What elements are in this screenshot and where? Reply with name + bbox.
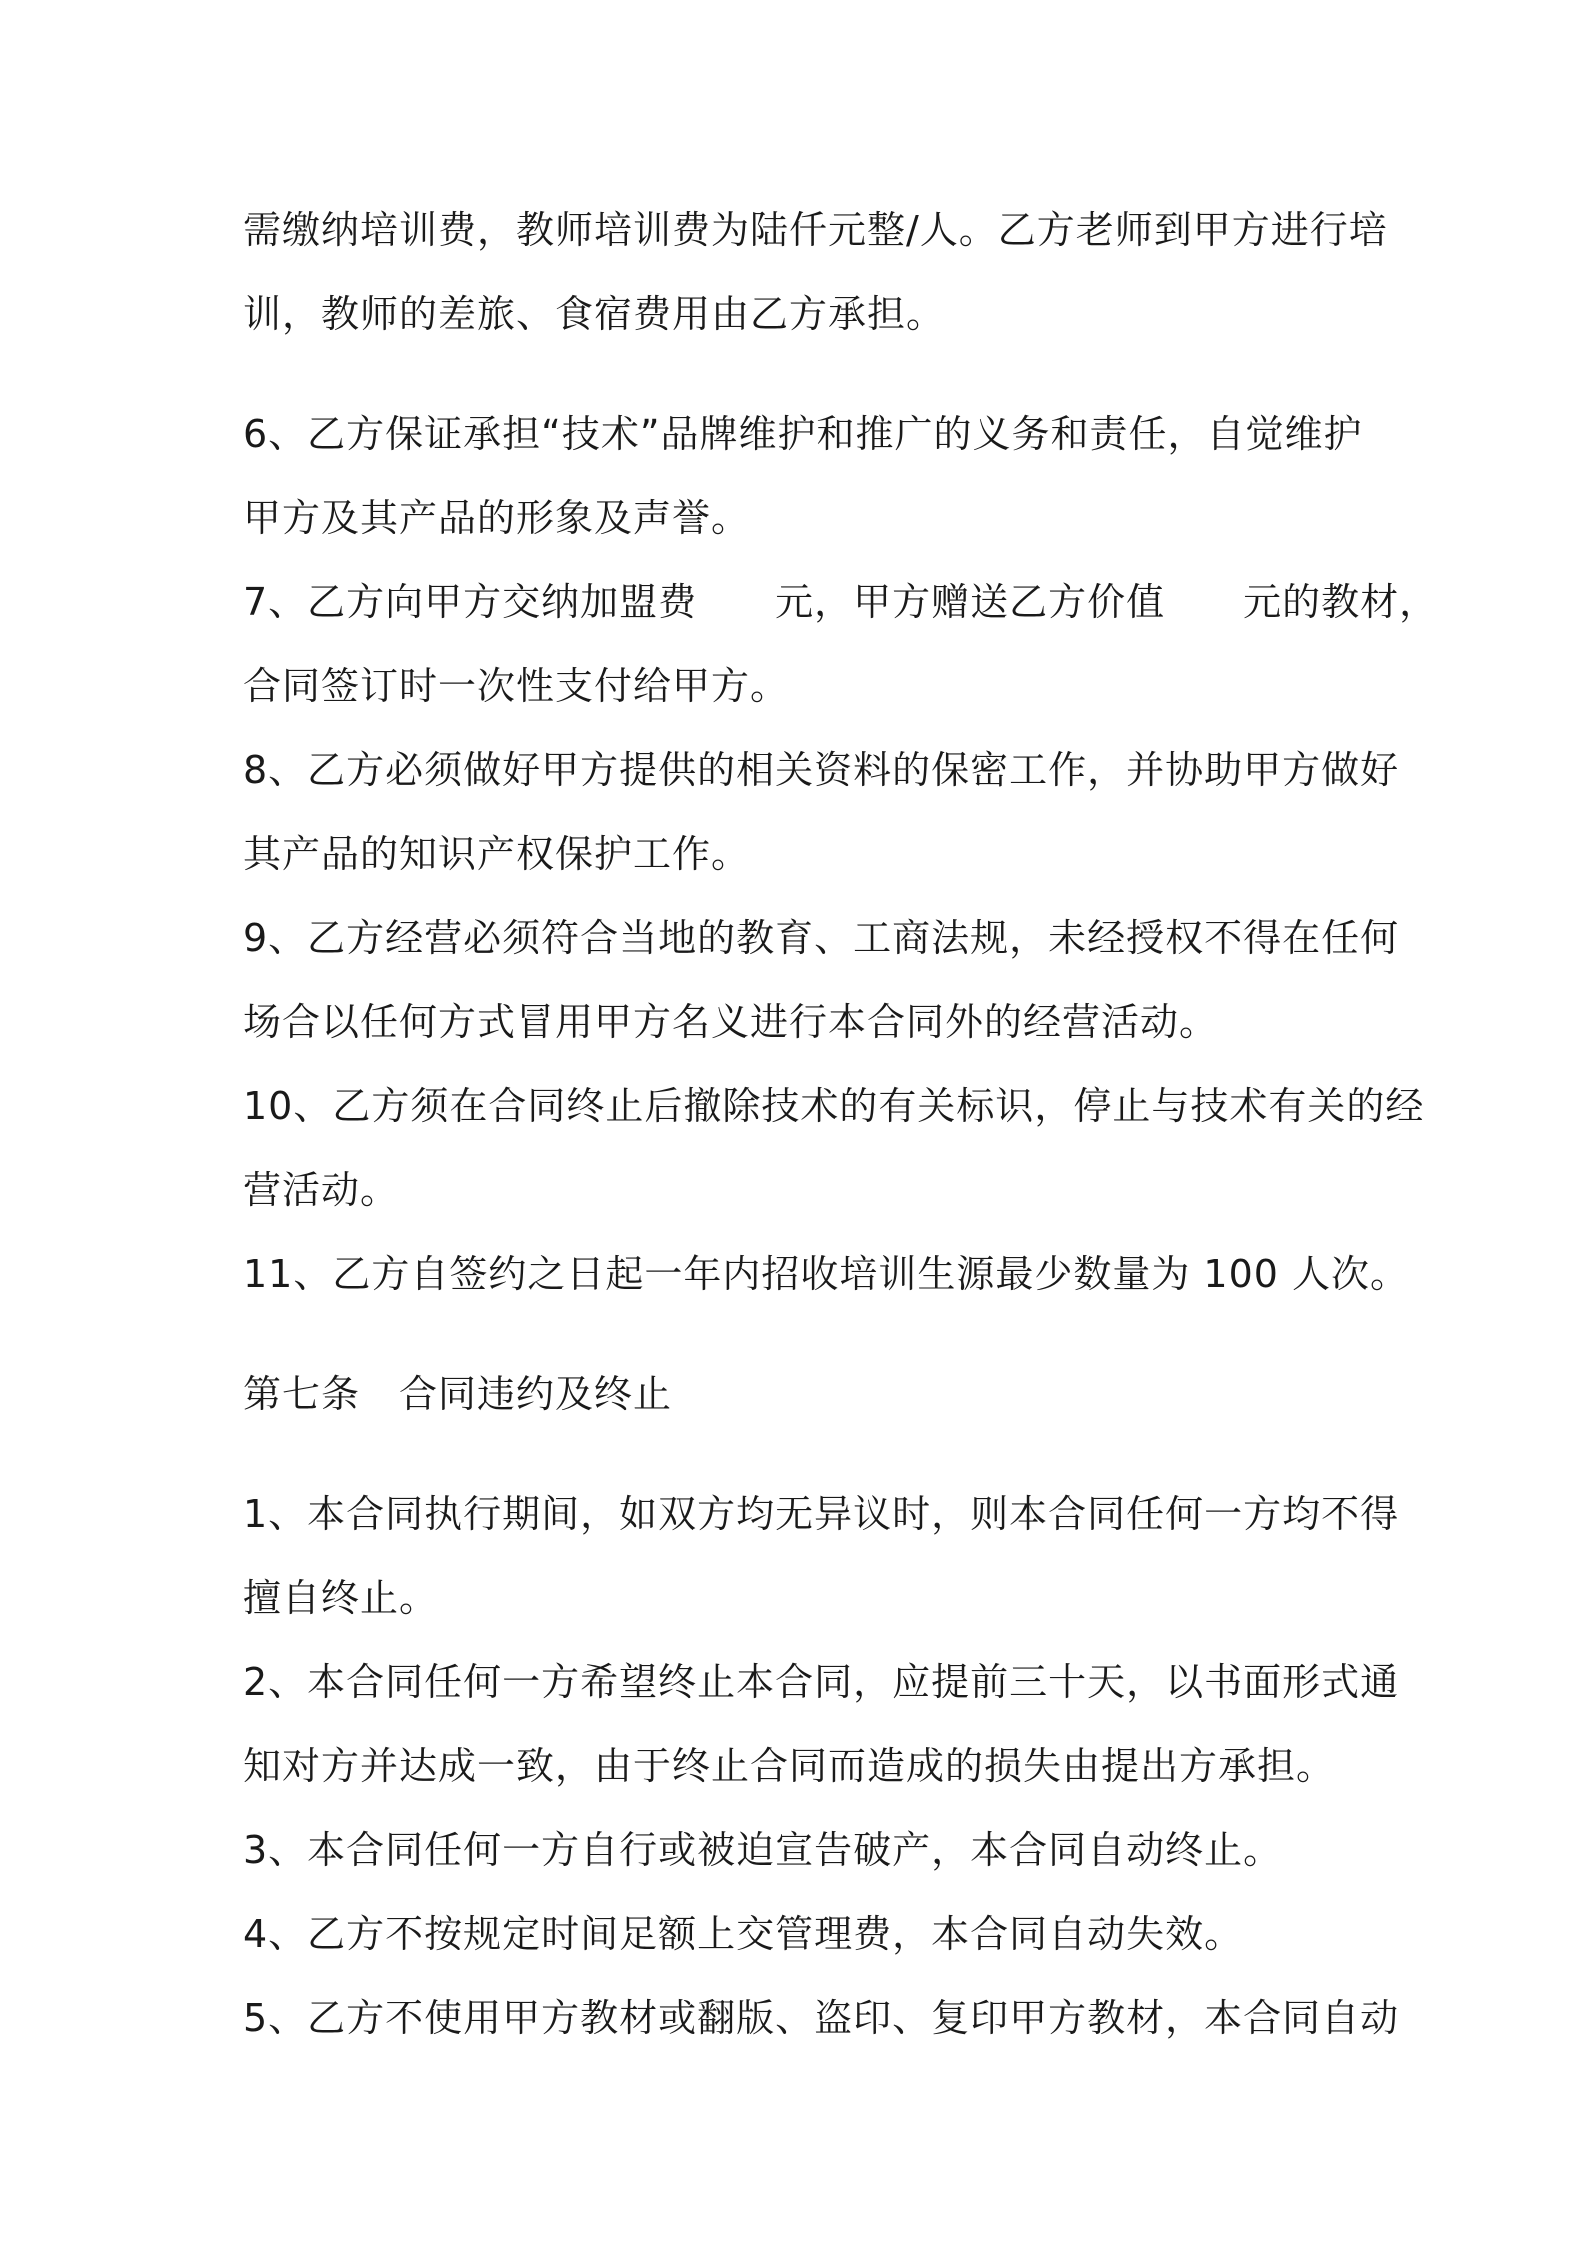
text-line: 营活动。 bbox=[243, 1168, 400, 1212]
text-line: 11、乙方自签约之日起一年内招收培训生源最少数量为 100 人次。 bbox=[243, 1252, 1410, 1296]
text-line: 8、乙方必须做好甲方提供的相关资料的保密工作，并协助甲方做好 bbox=[243, 748, 1400, 792]
text-line: 知对方并达成一致，由于终止合同而造成的损失由提出方承担。 bbox=[243, 1744, 1336, 1788]
text-line: 1、本合同执行期间，如双方均无异议时，则本合同任何一方均不得 bbox=[243, 1492, 1400, 1536]
text-line: 4、乙方不按规定时间足额上交管理费，本合同自动失效。 bbox=[243, 1912, 1244, 1956]
text-line: 擅自终止。 bbox=[243, 1576, 439, 1620]
text-line: 2、本合同任何一方希望终止本合同，应提前三十天，以书面形式通 bbox=[243, 1660, 1400, 1704]
text-line: 7、乙方向甲方交纳加盟费 元，甲方赠送乙方价值 元的教材， bbox=[243, 580, 1439, 624]
text-line: 合同签订时一次性支付给甲方。 bbox=[243, 664, 790, 708]
section-heading: 第七条 合同违约及终止 bbox=[243, 1372, 673, 1416]
text-line: 需缴纳培训费，教师培训费为陆仟元整/人。乙方老师到甲方进行培 bbox=[243, 208, 1388, 252]
text-line: 其产品的知识产权保护工作。 bbox=[243, 832, 751, 876]
text-line: 10、乙方须在合同终止后撤除技术的有关标识，停止与技术有关的经 bbox=[243, 1084, 1425, 1128]
text-line: 甲方及其产品的形象及声誉。 bbox=[243, 496, 751, 540]
text-line: 5、乙方不使用甲方教材或翻版、盗印、复印甲方教材，本合同自动 bbox=[243, 1996, 1400, 2040]
text-line: 3、本合同任何一方自行或被迫宣告破产，本合同自动终止。 bbox=[243, 1828, 1283, 1872]
text-line: 训，教师的差旅、食宿费用由乙方承担。 bbox=[243, 292, 946, 336]
text-line: 6、乙方保证承担“技术”品牌维护和推广的义务和责任，自觉维护 bbox=[243, 412, 1363, 456]
text-line: 场合以任何方式冒用甲方名义进行本合同外的经营活动。 bbox=[243, 1000, 1219, 1044]
text-line: 9、乙方经营必须符合当地的教育、工商法规，未经授权不得在任何 bbox=[243, 916, 1400, 960]
